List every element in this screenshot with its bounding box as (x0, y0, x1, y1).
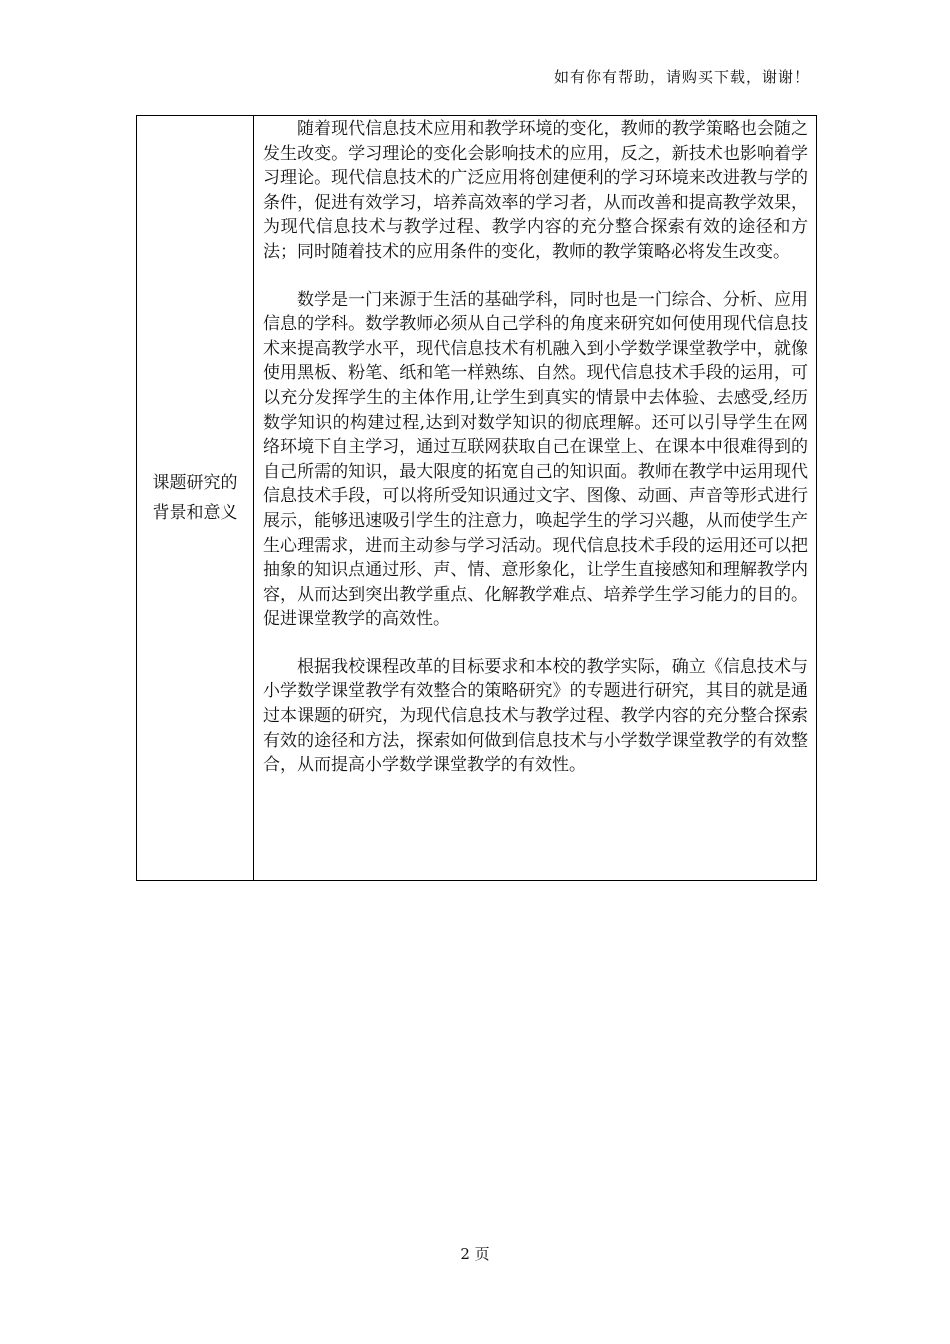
paragraph-math-it: 数学是一门来源于生活的基础学科，同时也是一门综合、分析、应用信息的学科。数学教师必须从自己学科的角度来研究如何使用现代信息技术来提高教学水平，现代信息技术有机融入到小学数学课堂教学中，就像使用黑板、粉笔、纸和笔一样熟练、自然。现代信息技术手段的运用，可以充分发挥学生的主体作用,让学生到真实的情景中去体验、去感受,经历数学知识的构建过程,达到对数学知识的彻底理解。还可以引导学生在网络环境下自主学习，通过互联网获取自己在课堂上、在课本中很难得到的自己所需的知识，最大限度的拓宽自己的知识面。教师在教学中运用现代信息技术手段，可以将所受知识通过文字、图像、动画、声音等形式进行展示，能够迅速吸引学生的注意力，唤起学生的学习兴趣，从而使学生产生心理需求，进而主动参与学习活动。现代信息技术手段的运用还可以把抽象的知识点通过形、声、情、意形象化，让学生直接感知和理解教学内容，从而达到突出教学重点、化解教学难点、培养学生学习能力的目的。促进课堂教学的高效性。 (263, 289, 808, 630)
page-number: 2 页 (460, 1245, 490, 1263)
paragraph-purpose: 根据我校课程改革的目标要求和本校的教学实际，确立《信息技术与小学数学课堂教学有效整合的策略研究》的专题进行研究，其目的就是通过本课题的研究，为现代信息技术与教学过程、教学内容的充分整合探索有效的途径和方法，探索如何做到信息技术与小学数学课堂教学的有效整合，从而提高小学数学课堂教学的有效性。 (263, 656, 808, 776)
section-label: 课题研究的背景和意义 (152, 473, 238, 523)
project-table (136, 115, 817, 881)
content-cell (254, 116, 816, 880)
header-note: 如有你有帮助，请购买下载，谢谢！ (553, 68, 810, 86)
label-cell (137, 116, 254, 880)
paragraph-background: 随着现代信息技术应用和教学环境的变化，教师的教学策略也会随之发生改变。学习理论的变化会影响技术的应用，反之，新技术也影响着学习理论。现代信息技术的广泛应用将创建便利的学习环境来改进教与学的条件，促进有效学习，培养高效率的学习者，从而改善和提高教学效果，为现代信息技术与教学过程、教学内容的充分整合探索有效的途径和方法；同时随着技术的应用条件的变化，教师的教学策略必将发生改变。 (263, 119, 808, 262)
